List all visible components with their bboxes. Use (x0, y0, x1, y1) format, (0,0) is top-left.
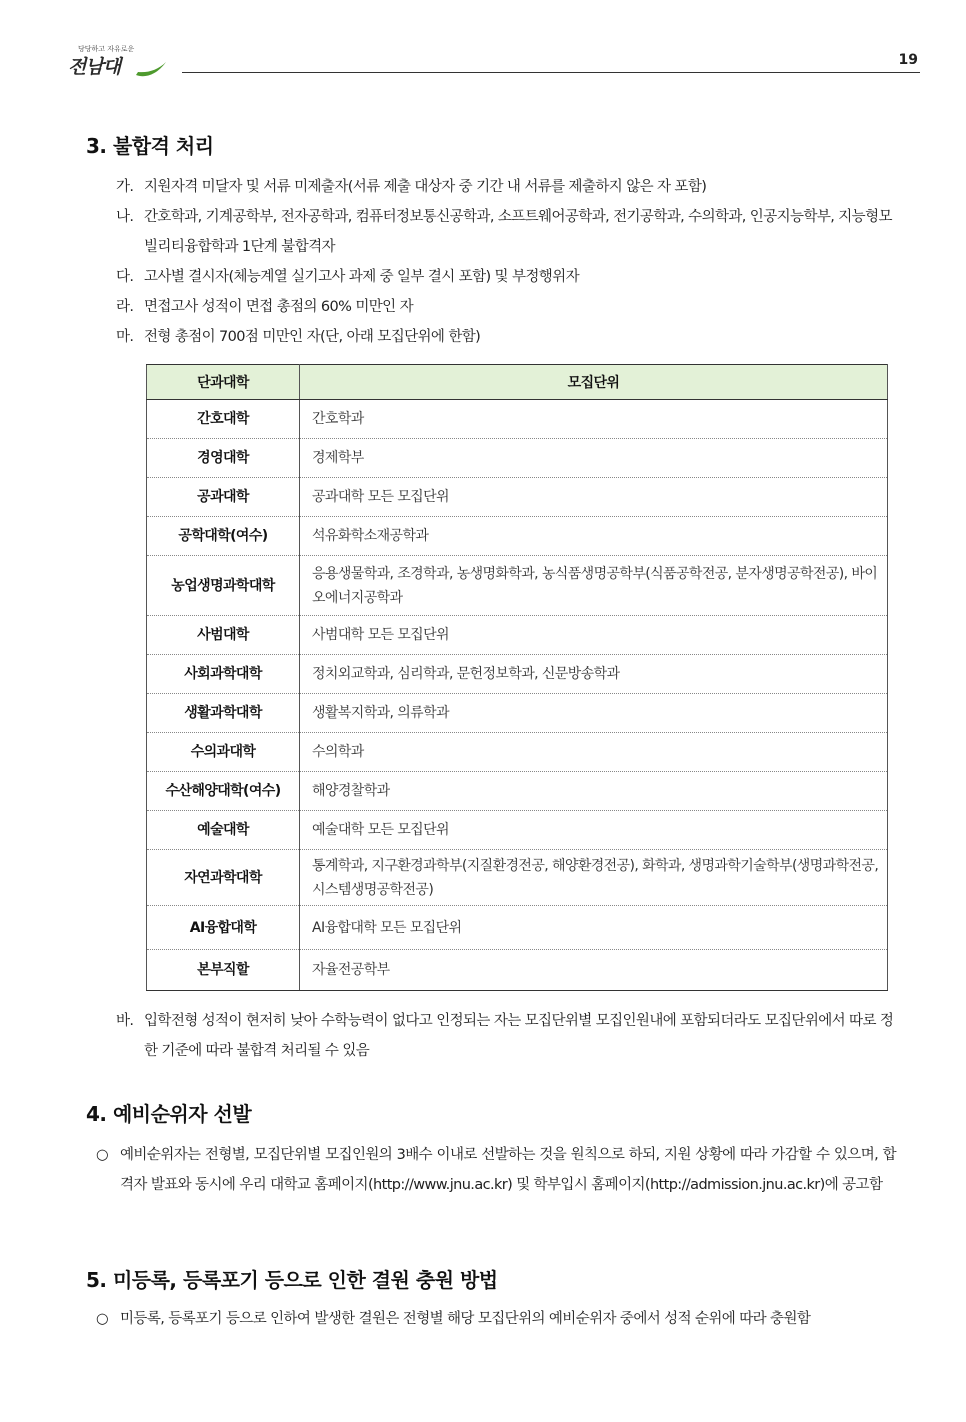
table-row (147, 439, 888, 478)
table-row (147, 517, 888, 556)
college-cell: 본부직할 (147, 950, 300, 991)
table-row (147, 556, 888, 616)
unit-cell: AI융합대학 모든 모집단위 (300, 906, 888, 950)
table-header-row (147, 365, 888, 400)
list-text: 면접고사 성적이 면접 총점의 60% 미만인 자 (144, 299, 413, 315)
header-divider (182, 72, 920, 73)
page-number: 19 (898, 52, 918, 68)
table-row (147, 694, 888, 733)
unit-cell: 수의학과 (300, 733, 888, 772)
list-marker: 마. (116, 329, 134, 345)
list-item (116, 172, 896, 202)
college-cell: 간호대학 (147, 400, 300, 439)
college-cell: 자연과학대학 (147, 850, 300, 906)
column-header-unit: 모집단위 (300, 365, 888, 400)
college-cell: 공학대학(여수) (147, 517, 300, 556)
list-text: 입학전형 성적이 현저히 낮아 수학능력이 없다고 인정되는 자는 모집단위별 모집인원내에 포함되더라도 모집단위에서 따로 정한 기준에 따라 불합격 처리될 수 있음 (144, 1013, 894, 1059)
unit-cell: 사범대학 모든 모집단위 (300, 616, 888, 655)
recruitment-unit-table (146, 364, 888, 991)
section-title-3: 3. 불합격 처리 (86, 134, 214, 158)
circle-bullet: ○ (96, 1311, 109, 1327)
bullet-paragraph (96, 1304, 896, 1334)
college-cell: 생활과학대학 (147, 694, 300, 733)
college-cell: 공과대학 (147, 478, 300, 517)
list-text: 간호학과, 기계공학부, 전자공학과, 컴퓨터정보통신공학과, 소프트웨어공학과, 전기공학과, 수의학과, 인공지능학부, 지능형모빌리티융합학과 1단계 불합격자 (144, 209, 892, 255)
list-item (116, 322, 896, 352)
list-text: 전형 총점이 700점 미만인 자(단, 아래 모집단위에 한함) (144, 329, 481, 345)
unit-cell: 석유화학소재공학과 (300, 517, 888, 556)
logo-tagline: 당당하고 자유로운 (78, 45, 135, 53)
table-row (147, 950, 888, 991)
paragraph-text: 미등록, 등록포기 등으로 인하여 발생한 결원은 전형별 해당 모집단위의 예비순위자 중에서 성적 순위에 따라 충원함 (120, 1311, 811, 1327)
table-row (147, 478, 888, 517)
leaf-icon (134, 58, 168, 78)
college-cell: AI융합대학 (147, 906, 300, 950)
logo-wordmark: 전남대 (68, 56, 121, 78)
unit-cell: 경제학부 (300, 439, 888, 478)
university-logo (68, 44, 168, 84)
college-cell: 사범대학 (147, 616, 300, 655)
column-header-college: 단과대학 (147, 365, 300, 400)
college-cell: 수의과대학 (147, 733, 300, 772)
list-marker: 다. (116, 269, 134, 285)
table-row (147, 400, 888, 439)
list-item (116, 202, 896, 262)
table-row (147, 655, 888, 694)
list-item (116, 262, 896, 292)
paragraph-text: 예비순위자는 전형별, 모집단위별 모집인원의 3배수 이내로 선발하는 것을 원칙으로 하되, 지원 상황에 따라 가감할 수 있으며, 합격자 발표와 동시에 우리 대학교 홈페이지(http://www.jnu.ac.kr) 및 학부입시 홈페이지(http://admission.jnu.ac.kr)에 공고함 (120, 1147, 896, 1193)
list-item (116, 292, 896, 322)
circle-bullet: ○ (96, 1147, 109, 1163)
unit-cell: 정치외교학과, 심리학과, 문헌정보학과, 신문방송학과 (300, 655, 888, 694)
college-cell: 사회과학대학 (147, 655, 300, 694)
table-row (147, 811, 888, 850)
page-header (0, 0, 966, 90)
list-text: 지원자격 미달자 및 서류 미제출자(서류 제출 대상자 중 기간 내 서류를 제출하지 않은 자 포함) (144, 179, 707, 195)
unit-cell: 예술대학 모든 모집단위 (300, 811, 888, 850)
list-marker: 가. (116, 179, 134, 195)
bullet-paragraph (96, 1140, 896, 1200)
unit-cell: 간호학과 (300, 400, 888, 439)
table-row (147, 850, 888, 906)
list-marker: 라. (116, 299, 134, 315)
list-text: 고사별 결시자(체능계열 실기고사 과제 중 일부 결시 포함) 및 부정행위자 (144, 269, 579, 285)
unit-cell: 생활복지학과, 의류학과 (300, 694, 888, 733)
table-row (147, 733, 888, 772)
unit-cell: 응용생물학과, 조경학과, 농생명화학과, 농식품생명공학부(식품공학전공, 분자생명공학전공), 바이오에너지공학과 (300, 556, 888, 616)
list-item (116, 1006, 896, 1066)
list-marker: 바. (116, 1013, 134, 1029)
list-marker: 나. (116, 209, 134, 225)
table-row (147, 906, 888, 950)
section-title-5: 5. 미등록, 등록포기 등으로 인한 결원 충원 방법 (86, 1268, 498, 1292)
table-row (147, 772, 888, 811)
unit-cell: 해양경찰학과 (300, 772, 888, 811)
table-row (147, 616, 888, 655)
college-cell: 예술대학 (147, 811, 300, 850)
section-title-4: 4. 예비순위자 선발 (86, 1102, 252, 1126)
college-cell: 수산해양대학(여수) (147, 772, 300, 811)
college-cell: 경영대학 (147, 439, 300, 478)
college-cell: 농업생명과학대학 (147, 556, 300, 616)
unit-cell: 통계학과, 지구환경과학부(지질환경전공, 해양환경전공), 화학과, 생명과학기술학부(생명과학전공, 시스템생명공학전공) (300, 850, 888, 906)
unit-cell: 자율전공학부 (300, 950, 888, 991)
unit-cell: 공과대학 모든 모집단위 (300, 478, 888, 517)
